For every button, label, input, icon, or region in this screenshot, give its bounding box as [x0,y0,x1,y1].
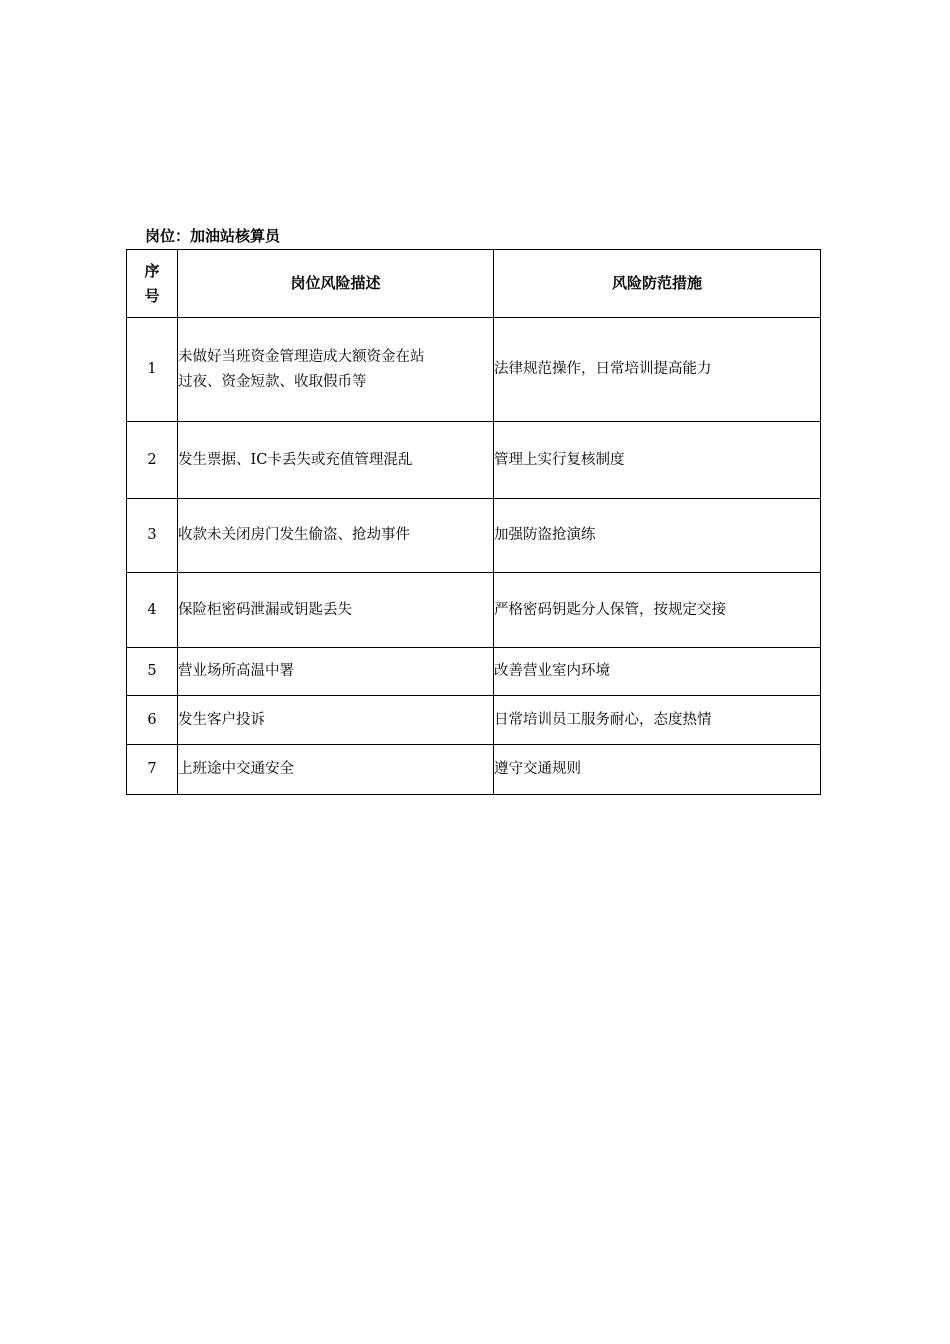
table-row [127,648,821,696]
table-row [127,318,821,422]
header-index-line2: 号 [144,286,160,305]
row-number: 7 [127,745,178,795]
risk-table [126,249,821,795]
row-number: 6 [127,696,178,745]
row-number: 2 [127,422,178,499]
post-title: 岗位：加油站核算员 [145,227,281,245]
risk-description: 收款未关闭房门发生偷盗、抢劫事件 [178,499,494,573]
risk-measure: 遵守交通规则 [494,745,821,795]
risk-description: 保险柜密码泄漏或钥匙丢失 [178,573,494,648]
table-row [127,745,821,795]
risk-measure: 管理上实行复核制度 [494,422,821,499]
risk-measure: 改善营业室内环境 [494,648,821,696]
header-risk-description: 岗位风险描述 [178,250,494,318]
row-number: 4 [127,573,178,648]
table-row [127,573,821,648]
header-index-line1: 序 [144,261,160,280]
row-number: 1 [127,318,178,422]
risk-measure: 日常培训员工服务耐心，态度热情 [494,696,821,745]
risk-measure: 加强防盗抢演练 [494,499,821,573]
table-header-row [127,250,821,318]
risk-measure: 法律规范操作，日常培训提高能力 [494,318,821,422]
table-row [127,499,821,573]
header-index [127,250,178,318]
risk-description: 上班途中交通安全 [178,745,494,795]
row-number: 5 [127,648,178,696]
risk-description: 营业场所高温中署 [178,648,494,696]
risk-measure: 严格密码钥匙分人保管，按规定交接 [494,573,821,648]
table-row [127,696,821,745]
table-row [127,422,821,499]
risk-description: 发生客户投诉 [178,696,494,745]
risk-description [178,318,494,422]
risk-description-line: 过夜、资金短款、收取假币等 [178,373,367,390]
risk-description: 发生票据、IC卡丢失或充值管理混乱 [178,422,494,499]
row-number: 3 [127,499,178,573]
risk-description-line: 未做好当班资金管理造成大额资金在站 [178,348,425,365]
header-risk-measure: 风险防范措施 [494,250,821,318]
